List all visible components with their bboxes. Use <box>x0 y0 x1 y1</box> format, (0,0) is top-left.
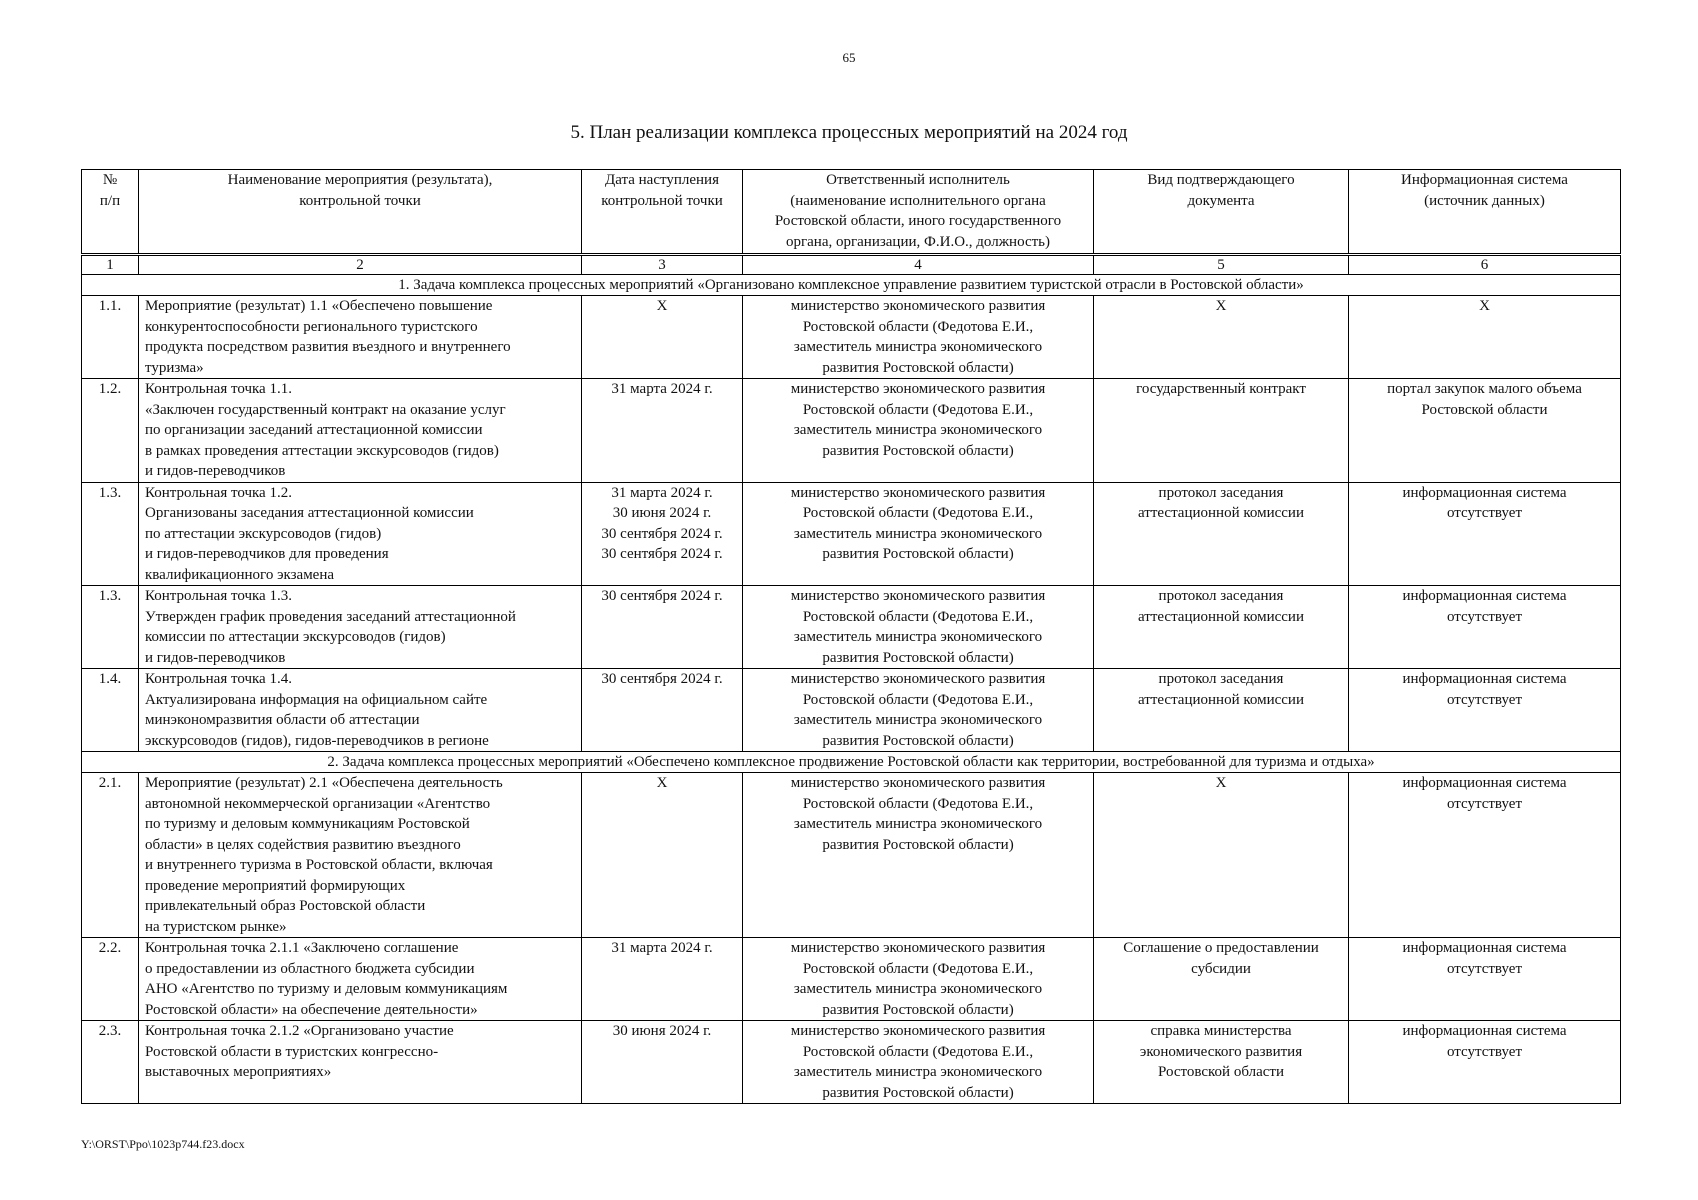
cell-line: X <box>1479 298 1490 314</box>
table-row <box>82 773 1621 938</box>
cell-line: Ростовской области (Федотова Е.И., <box>802 608 1034 625</box>
table-row <box>82 669 1621 752</box>
cell-line: Ростовской области» на обеспечение деятельности» <box>145 1001 478 1018</box>
cell-line: выставочных мероприятиях» <box>145 1064 332 1080</box>
table-row <box>82 586 1621 669</box>
row-info-system <box>1349 296 1621 379</box>
cell-line: министерство экономического развития <box>790 588 1046 604</box>
cell-line: и внутреннего туризма в Ростовской области, включая <box>145 857 493 873</box>
table-row <box>82 938 1621 1021</box>
row-document <box>1094 773 1349 938</box>
cell-line: государственный контракт <box>1136 381 1306 397</box>
cell-line: заместитель министра экономического <box>793 712 1043 728</box>
row-number: 1.1. <box>82 296 139 379</box>
row-responsible <box>743 1021 1094 1104</box>
cell-line: отсутствует <box>1446 960 1523 977</box>
cell-line: справка министерства <box>1150 1023 1292 1039</box>
cell-line: Ростовской области (Федотова Е.И., <box>802 691 1034 708</box>
header-document <box>1094 170 1349 255</box>
row-responsible <box>743 773 1094 938</box>
cell-line: в рамках проведения аттестации экскурсоводов (гидов) <box>145 442 499 459</box>
cell-line: протокол заседания <box>1158 484 1284 501</box>
cell-line: комиссии по аттестации экскурсоводов (гидов) <box>145 629 446 645</box>
cell-line: министерство экономического развития <box>790 298 1046 314</box>
cell-line: на туристском рынке» <box>145 918 287 935</box>
cell-line: п/п <box>99 192 121 209</box>
cell-line: министерство экономического развития <box>790 381 1046 397</box>
row-name <box>139 669 582 752</box>
column-number-row <box>82 255 1621 275</box>
row-number: 1.3. <box>82 482 139 586</box>
cell-line: Контрольная точка 1.1. <box>145 381 292 397</box>
row-name <box>139 379 582 483</box>
cell-line: о предоставлении из областного бюджета субсидии <box>145 960 475 977</box>
cell-line: Актуализирована информация на официальном сайте <box>145 691 488 708</box>
cell-line: развития Ростовской области) <box>822 359 1014 376</box>
cell-line: развития Ростовской области) <box>822 836 1014 853</box>
cell-line: 30 сентября 2024 г. <box>601 546 723 562</box>
cell-line: по организации заседаний аттестационной комиссии <box>145 422 483 438</box>
footer-file-path: Y:\ORST\Ppo\1023p744.f23.docx <box>81 1137 245 1151</box>
cell-line: развития Ростовской области) <box>822 732 1014 749</box>
row-name <box>139 586 582 669</box>
cell-line: информационная система <box>1402 1023 1567 1039</box>
header-info-system <box>1349 170 1621 255</box>
cell-line: Информационная система <box>1401 172 1568 188</box>
header-name <box>139 170 582 255</box>
row-date <box>582 586 743 669</box>
row-info-system <box>1349 938 1621 1021</box>
cell-line: и гидов-переводчиков для проведения <box>145 546 389 562</box>
cell-line: Контрольная точка 1.4. <box>145 671 292 687</box>
cell-line: заместитель министра экономического <box>793 981 1043 997</box>
cell-line: министерство экономического развития <box>790 775 1046 791</box>
cell-line: Контрольная точка 2.1.1 «Заключено соглашение <box>145 940 459 956</box>
cell-line: (наименование исполнительного органа <box>790 192 1046 209</box>
cell-line: органа, организации, Ф.И.О., должность) <box>785 233 1051 250</box>
cell-line: Утвержден график проведения заседаний аттестационной <box>145 608 516 625</box>
cell-line: отсутствует <box>1446 1043 1523 1060</box>
cell-line: министерство экономического развития <box>790 484 1046 501</box>
cell-line: Ростовской области, иного государственного <box>774 213 1062 229</box>
cell-line: протокол заседания <box>1158 588 1284 604</box>
cell-line: Вид подтверждающего <box>1147 172 1295 188</box>
cell-line: развития Ростовской области) <box>822 649 1014 666</box>
row-info-system <box>1349 773 1621 938</box>
cell-line: информационная система <box>1402 671 1567 687</box>
table-row <box>82 482 1621 586</box>
row-number: 1.2. <box>82 379 139 483</box>
row-number: 1.3. <box>82 586 139 669</box>
cell-line: Организованы заседания аттестационной комиссии <box>145 505 474 521</box>
cell-line: минэкономразвития области об аттестации <box>145 712 420 728</box>
header-responsible <box>743 170 1094 255</box>
cell-line: отсутствует <box>1446 608 1523 625</box>
cell-line: информационная система <box>1402 588 1567 604</box>
row-name <box>139 482 582 586</box>
cell-line: отсутствует <box>1446 691 1523 708</box>
cell-line: министерство экономического развития <box>790 1023 1046 1039</box>
cell-line: информационная система <box>1402 484 1567 501</box>
row-date <box>582 669 743 752</box>
plan-table <box>81 169 1621 1104</box>
cell-line: заместитель министра экономического <box>793 525 1043 542</box>
cell-line: 30 июня 2024 г. <box>612 505 712 521</box>
cell-line: Ростовской области (Федотова Е.И., <box>802 795 1034 812</box>
row-name <box>139 1021 582 1104</box>
row-date <box>582 938 743 1021</box>
column-number: 1 <box>82 255 139 275</box>
cell-line: министерство экономического развития <box>790 671 1046 687</box>
row-date <box>582 379 743 483</box>
cell-line: квалификационного экзамена <box>145 566 335 583</box>
cell-line: протокол заседания <box>1158 671 1284 687</box>
cell-line: «Заключен государственный контракт на оказание услуг <box>145 401 506 418</box>
row-info-system <box>1349 379 1621 483</box>
cell-line: 30 сентября 2024 г. <box>601 671 723 687</box>
row-document <box>1094 669 1349 752</box>
cell-line: 31 марта 2024 г. <box>611 940 713 956</box>
cell-line: 30 сентября 2024 г. <box>601 525 723 542</box>
header-num <box>82 170 139 255</box>
cell-line: X <box>1215 298 1227 314</box>
row-name <box>139 773 582 938</box>
cell-line: отсутствует <box>1446 505 1523 521</box>
cell-line: Ростовской области (Федотова Е.И., <box>802 401 1034 418</box>
column-number: 5 <box>1094 255 1349 275</box>
row-document <box>1094 586 1349 669</box>
cell-line: 31 марта 2024 г. <box>611 484 713 501</box>
cell-line: заместитель министра экономического <box>793 1064 1043 1080</box>
row-date <box>582 482 743 586</box>
cell-line: Контрольная точка 1.2. <box>145 484 292 501</box>
cell-line: заместитель министра экономического <box>793 422 1043 438</box>
cell-line: туризма» <box>145 359 204 376</box>
table-row <box>82 1021 1621 1104</box>
cell-line: по аттестации экскурсоводов (гидов) <box>145 525 382 542</box>
document-title: 5. План реализации комплекса процессных мероприятий на 2024 год <box>570 122 1128 143</box>
cell-line: развития Ростовской области) <box>822 1084 1014 1101</box>
cell-line: Ростовской области (Федотова Е.И., <box>802 505 1034 521</box>
cell-line: заместитель министра экономического <box>793 816 1043 832</box>
row-info-system <box>1349 669 1621 752</box>
row-info-system <box>1349 1021 1621 1104</box>
row-number: 2.2. <box>82 938 139 1021</box>
cell-line: отсутствует <box>1446 795 1523 812</box>
cell-line: Ростовской области (Федотова Е.И., <box>802 318 1034 335</box>
cell-line: Ростовской области <box>1158 1064 1284 1080</box>
cell-line: Мероприятие (результат) 2.1 «Обеспечена деятельность <box>145 775 503 791</box>
cell-line: аттестационной комиссии <box>1138 505 1304 521</box>
row-number: 2.1. <box>82 773 139 938</box>
cell-line: Дата наступления <box>605 172 719 188</box>
cell-line: портал закупок малого объема <box>1387 381 1582 397</box>
cell-line: министерство экономического развития <box>790 940 1046 956</box>
cell-line: Контрольная точка 2.1.2 «Организовано участие <box>145 1023 454 1039</box>
row-number: 2.3. <box>82 1021 139 1104</box>
cell-line: по туризму и деловым коммуникациям Ростовской <box>145 816 470 832</box>
cell-line: Ростовской области в туристских конгрессно- <box>145 1043 439 1060</box>
table-row <box>82 296 1621 379</box>
cell-line: документа <box>1187 192 1255 209</box>
row-responsible <box>743 296 1094 379</box>
section-row <box>82 275 1621 296</box>
row-responsible <box>743 586 1094 669</box>
cell-line: привлекательный образ Ростовской области <box>145 898 426 914</box>
row-name <box>139 938 582 1021</box>
cell-line: и гидов-переводчиков <box>145 463 286 479</box>
cell-line: 31 марта 2024 г. <box>611 381 713 397</box>
section-title: 1. Задача комплекса процессных мероприятий «Организовано комплексное управление развитием туристской отрасли в Ростовской области» <box>82 275 1621 296</box>
cell-line: продукта посредством развития въездного и внутреннего <box>145 339 511 355</box>
page-number: 65 <box>842 50 856 65</box>
header-date <box>582 170 743 255</box>
cell-line: АНО «Агентство по туризму и деловым коммуникациям <box>145 981 508 997</box>
row-responsible <box>743 482 1094 586</box>
cell-line: Контрольная точка 1.3. <box>145 588 292 604</box>
cell-line: аттестационной комиссии <box>1138 691 1304 708</box>
cell-line: субсидии <box>1191 960 1251 977</box>
cell-line: экскурсоводов (гидов), гидов-переводчиков в регионе <box>145 732 489 749</box>
column-number: 2 <box>139 255 582 275</box>
cell-line: конкурентоспособности регионального туристского <box>145 318 478 335</box>
cell-line: области» в целях содействия развитию въездного <box>145 836 461 853</box>
cell-line: (источник данных) <box>1424 192 1545 209</box>
row-responsible <box>743 938 1094 1021</box>
cell-line: Ответственный исполнитель <box>826 172 1010 188</box>
cell-line: Ростовской области (Федотова Е.И., <box>802 960 1034 977</box>
cell-line: № <box>102 172 118 188</box>
row-responsible <box>743 669 1094 752</box>
cell-line: контрольной точки <box>299 192 421 209</box>
row-document <box>1094 379 1349 483</box>
cell-line: контрольной точки <box>601 192 723 209</box>
header-row <box>82 170 1621 255</box>
cell-line: заместитель министра экономического <box>793 339 1043 355</box>
cell-line: X <box>656 775 668 791</box>
row-document <box>1094 296 1349 379</box>
cell-line: развития Ростовской области) <box>822 546 1014 562</box>
row-date <box>582 1021 743 1104</box>
cell-line: 30 июня 2024 г. <box>612 1023 712 1039</box>
row-number: 1.4. <box>82 669 139 752</box>
cell-line: Ростовской области <box>1421 401 1548 418</box>
row-date <box>582 773 743 938</box>
cell-line: X <box>1215 775 1227 791</box>
column-number: 6 <box>1349 255 1621 275</box>
cell-line: заместитель министра экономического <box>793 629 1043 645</box>
row-name <box>139 296 582 379</box>
cell-line: проведение мероприятий формирующих <box>145 877 406 894</box>
cell-line: информационная система <box>1402 940 1567 956</box>
row-document <box>1094 1021 1349 1104</box>
row-info-system <box>1349 586 1621 669</box>
cell-line: Соглашение о предоставлении <box>1123 940 1319 956</box>
cell-line: информационная система <box>1402 775 1567 791</box>
row-document <box>1094 938 1349 1021</box>
section-row <box>82 752 1621 773</box>
cell-line: аттестационной комиссии <box>1138 608 1304 625</box>
row-responsible <box>743 379 1094 483</box>
cell-line: X <box>656 298 668 314</box>
row-document <box>1094 482 1349 586</box>
column-number: 3 <box>582 255 743 275</box>
cell-line: развития Ростовской области) <box>822 442 1014 459</box>
cell-line: Наименование мероприятия (результата), <box>227 172 493 188</box>
cell-line: автономной некоммерческой организации «Агентство <box>145 795 491 812</box>
column-number: 4 <box>743 255 1094 275</box>
table-row <box>82 379 1621 483</box>
cell-line: Мероприятие (результат) 1.1 «Обеспечено повышение <box>145 298 493 314</box>
cell-line: экономического развития <box>1139 1043 1303 1060</box>
cell-line: развития Ростовской области) <box>822 1001 1014 1018</box>
cell-line: 30 сентября 2024 г. <box>601 588 723 604</box>
row-info-system <box>1349 482 1621 586</box>
section-title: 2. Задача комплекса процессных мероприятий «Обеспечено комплексное продвижение Ростовской области как территории, востребованной для туризма и отдыха» <box>82 752 1621 773</box>
row-date <box>582 296 743 379</box>
cell-line: Ростовской области (Федотова Е.И., <box>802 1043 1034 1060</box>
cell-line: и гидов-переводчиков <box>145 649 286 666</box>
